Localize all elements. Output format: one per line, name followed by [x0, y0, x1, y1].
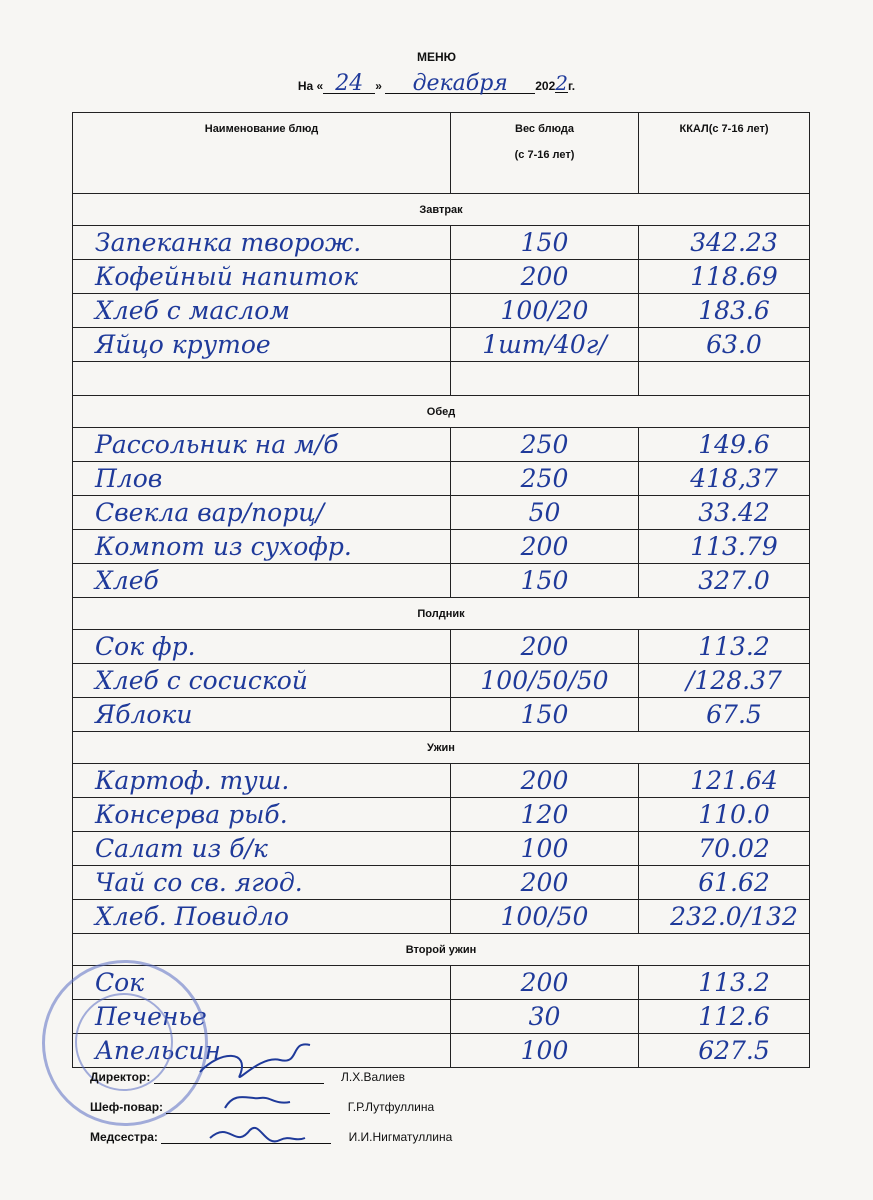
- dish-kcal: 121.64: [639, 764, 810, 798]
- header-name: Наименование блюд: [73, 113, 451, 194]
- dish-kcal: /128.37: [639, 664, 810, 698]
- date-day: 24: [323, 75, 375, 94]
- dish-kcal: 342.23: [639, 226, 810, 260]
- dish-name: Свекла вар/порц/: [73, 496, 451, 530]
- date-year-prefix: 202: [535, 79, 556, 93]
- table-row: [73, 260, 810, 294]
- dish-kcal: 110.0: [639, 798, 810, 832]
- dish-weight: 200: [451, 966, 639, 1000]
- dish-weight: 100/20: [451, 294, 639, 328]
- dish-kcal: 67.5: [639, 698, 810, 732]
- dish-weight: 100: [451, 1034, 639, 1068]
- dish-weight: 200: [451, 630, 639, 664]
- signature-name: Г.Р.Лутфуллина: [347, 1100, 435, 1114]
- dish-weight: 150: [451, 564, 639, 598]
- dish-name: Салат из б/к: [73, 832, 451, 866]
- dish-kcal: 63.0: [639, 328, 810, 362]
- dish-weight: 30: [451, 1000, 639, 1034]
- dish-name: Запеканка творож.: [73, 226, 451, 260]
- empty-cell: [73, 362, 451, 396]
- dish-weight: 250: [451, 462, 639, 496]
- section-row: [73, 732, 810, 764]
- dish-weight: 200: [451, 530, 639, 564]
- section-title: Завтрак: [73, 194, 810, 226]
- section-title: Полдник: [73, 598, 810, 630]
- section-row: [73, 934, 810, 966]
- dish-name: Хлеб с сосиской: [73, 664, 451, 698]
- table-row: [73, 664, 810, 698]
- header-row: [73, 113, 810, 194]
- empty-cell: [451, 362, 639, 396]
- dish-kcal: 183.6: [639, 294, 810, 328]
- dish-kcal: 232.0/132: [639, 900, 810, 934]
- dish-name: Плов: [73, 462, 451, 496]
- dish-name: Чай со св. ягод.: [73, 866, 451, 900]
- dish-weight: 200: [451, 764, 639, 798]
- dish-weight: 150: [451, 698, 639, 732]
- dish-weight: 250: [451, 428, 639, 462]
- table-row: [73, 866, 810, 900]
- date-year-digit: 2: [555, 71, 568, 95]
- date-mid: »: [375, 79, 382, 93]
- table-row: [73, 630, 810, 664]
- dish-weight: 50: [451, 496, 639, 530]
- date-line: [0, 71, 873, 96]
- dish-name: Сок: [73, 966, 451, 1000]
- section-title: Ужин: [73, 732, 810, 764]
- signature-name: И.И.Нигматуллина: [348, 1130, 453, 1144]
- table-row: [73, 764, 810, 798]
- dish-name: Яблоки: [73, 698, 451, 732]
- dish-name: Хлеб с маслом: [73, 294, 451, 328]
- dish-name: Хлеб: [73, 564, 451, 598]
- dish-weight: 100/50/50: [451, 664, 639, 698]
- section-row: [73, 396, 810, 428]
- dish-weight: 1шт/40г/: [451, 328, 639, 362]
- dish-name: Сок фр.: [73, 630, 451, 664]
- dish-name: Консерва рыб.: [73, 798, 451, 832]
- header-weight-label: Вес блюда: [515, 123, 574, 135]
- table-row: [73, 798, 810, 832]
- dish-kcal: 113.2: [639, 630, 810, 664]
- table-row: [73, 328, 810, 362]
- date-suffix: г.: [568, 79, 576, 93]
- dish-weight: 200: [451, 260, 639, 294]
- menu-body: [73, 194, 810, 1068]
- dish-kcal: 112.6: [639, 1000, 810, 1034]
- table-row: [73, 530, 810, 564]
- dish-weight: 120: [451, 798, 639, 832]
- dish-name: Яйцо крутое: [73, 328, 451, 362]
- header-kcal: ККАЛ(с 7-16 лет): [639, 113, 810, 194]
- page-title: МЕНЮ: [416, 50, 457, 64]
- date-month: декабря: [385, 75, 535, 94]
- dish-kcal: 118.69: [639, 260, 810, 294]
- signature-role: Медсестра:: [90, 1130, 158, 1144]
- signature-role: Шеф-повар:: [90, 1100, 164, 1114]
- dish-kcal: 61.62: [639, 866, 810, 900]
- table-row: [73, 294, 810, 328]
- table-row: [73, 226, 810, 260]
- section-row: [73, 194, 810, 226]
- dish-name: Печенье: [73, 1000, 451, 1034]
- section-title: Второй ужин: [73, 934, 810, 966]
- dish-kcal: 113.79: [639, 530, 810, 564]
- section-row: [73, 598, 810, 630]
- dish-name: Рассольник на м/б: [73, 428, 451, 462]
- dish-name: Компот из сухофр.: [73, 530, 451, 564]
- empty-cell: [639, 362, 810, 396]
- table-row: [73, 832, 810, 866]
- signature-name: Л.Х.Валиев: [341, 1070, 405, 1084]
- table-row: [73, 564, 810, 598]
- table-row: [73, 428, 810, 462]
- dish-kcal: 70.02: [639, 832, 810, 866]
- table-row: [73, 496, 810, 530]
- section-title: Обед: [73, 396, 810, 428]
- dish-kcal: 627.5: [639, 1034, 810, 1068]
- menu-table: [72, 112, 810, 1068]
- dish-kcal: 418,37: [639, 462, 810, 496]
- table-row: [73, 698, 810, 732]
- handwritten-signatures: [180, 1030, 340, 1170]
- dish-weight: 200: [451, 866, 639, 900]
- dish-kcal: 33.42: [639, 496, 810, 530]
- dish-weight: 100: [451, 832, 639, 866]
- header-weight-sub: (с 7-16 лет): [514, 149, 575, 161]
- table-row: [73, 462, 810, 496]
- dish-weight: 100/50: [451, 900, 639, 934]
- header-weight: [451, 113, 639, 194]
- dish-name: Картоф. туш.: [73, 764, 451, 798]
- dish-name: Кофейный напиток: [73, 260, 451, 294]
- dish-kcal: 149.6: [639, 428, 810, 462]
- dish-kcal: 327.0: [639, 564, 810, 598]
- dish-name: Хлеб. Повидло: [73, 900, 451, 934]
- signature-role: Директор:: [90, 1070, 151, 1084]
- dish-weight: 150: [451, 226, 639, 260]
- dish-kcal: 113.2: [639, 966, 810, 1000]
- table-row: [73, 900, 810, 934]
- date-prefix: На «: [297, 79, 324, 93]
- dish-name: Апельсин: [73, 1034, 451, 1068]
- empty-row: [73, 362, 810, 396]
